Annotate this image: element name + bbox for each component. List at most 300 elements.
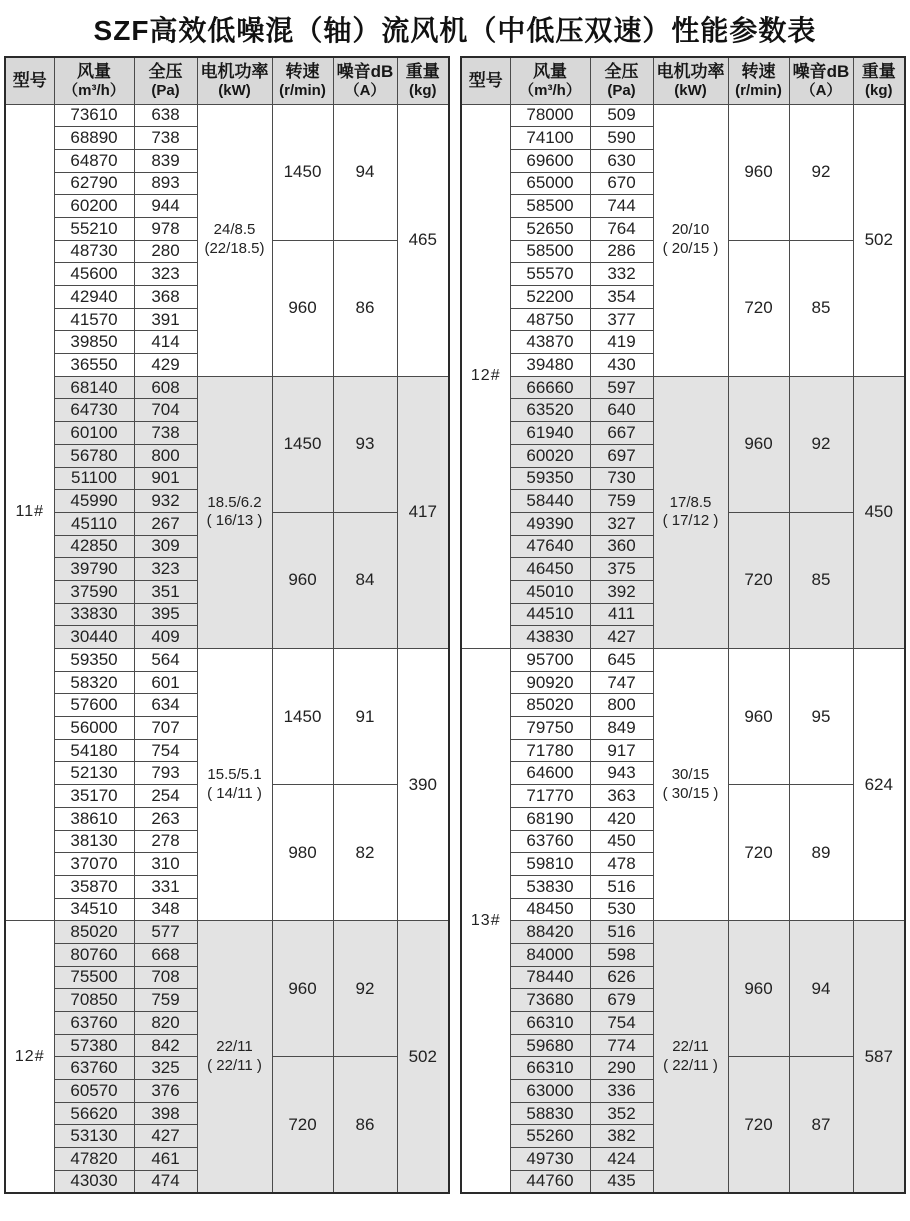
motor-power-cell xyxy=(197,649,272,921)
airflow-cell: 45010 xyxy=(510,580,590,603)
table-row xyxy=(461,649,905,672)
pressure-cell: 564 xyxy=(134,649,197,672)
pressure-cell: 839 xyxy=(134,149,197,172)
weight-cell: 450 xyxy=(853,376,905,648)
airflow-cell: 60100 xyxy=(54,422,134,445)
pressure-cell: 893 xyxy=(134,172,197,195)
pressure-cell: 280 xyxy=(134,240,197,263)
pressure-cell: 310 xyxy=(134,853,197,876)
pressure-cell: 707 xyxy=(134,717,197,740)
pressure-cell: 336 xyxy=(590,1080,653,1103)
pressure-cell: 516 xyxy=(590,875,653,898)
column-header-label: 转速 xyxy=(741,61,776,81)
pressure-cell: 590 xyxy=(590,127,653,150)
pressure-cell: 278 xyxy=(134,830,197,853)
column-header-unit: （A） xyxy=(344,81,386,99)
airflow-cell: 63000 xyxy=(510,1080,590,1103)
airflow-cell: 59680 xyxy=(510,1034,590,1057)
column-header-label: 噪音dB xyxy=(336,61,394,81)
speed-cell: 960 xyxy=(272,921,333,1057)
pressure-cell: 323 xyxy=(134,558,197,581)
noise-cell: 89 xyxy=(789,785,853,921)
airflow-cell: 46450 xyxy=(510,558,590,581)
noise-cell: 92 xyxy=(333,921,397,1057)
pressure-cell: 640 xyxy=(590,399,653,422)
airflow-cell: 55570 xyxy=(510,263,590,286)
speed-cell: 1450 xyxy=(272,376,333,512)
pressure-cell: 774 xyxy=(590,1034,653,1057)
column-header xyxy=(54,57,134,104)
pressure-cell: 849 xyxy=(590,717,653,740)
column-header-unit: （m³/h） xyxy=(519,81,581,99)
column-header-label: 风量 xyxy=(77,61,111,81)
airflow-cell: 68890 xyxy=(54,127,134,150)
motor-power-line: (22/18.5) xyxy=(204,240,265,258)
airflow-cell: 66310 xyxy=(510,1012,590,1035)
column-header-label: 风量 xyxy=(533,61,567,81)
table-row xyxy=(5,921,449,944)
airflow-cell: 52650 xyxy=(510,217,590,240)
pressure-cell: 670 xyxy=(590,172,653,195)
noise-cell: 94 xyxy=(333,104,397,240)
weight-cell: 624 xyxy=(853,649,905,921)
pressure-cell: 419 xyxy=(590,331,653,354)
pressure-cell: 395 xyxy=(134,603,197,626)
motor-power-line: ( 16/13 ) xyxy=(206,512,263,530)
column-header xyxy=(272,57,333,104)
airflow-cell: 64730 xyxy=(54,399,134,422)
airflow-cell: 39850 xyxy=(54,331,134,354)
airflow-cell: 58500 xyxy=(510,240,590,263)
column-header-unit: (Pa) xyxy=(607,81,636,99)
pressure-cell: 608 xyxy=(134,376,197,399)
pressure-cell: 427 xyxy=(134,1125,197,1148)
model-cell: 12# xyxy=(5,921,54,1193)
pressure-cell: 944 xyxy=(134,195,197,218)
column-header-label: 重量 xyxy=(861,61,896,81)
motor-power-line: ( 20/15 ) xyxy=(662,240,719,258)
pressure-cell: 509 xyxy=(590,104,653,127)
airflow-cell: 41570 xyxy=(54,308,134,331)
motor-power-line: ( 30/15 ) xyxy=(662,784,719,802)
airflow-cell: 54180 xyxy=(54,739,134,762)
weight-cell: 417 xyxy=(397,376,449,648)
column-header-unit: (Pa) xyxy=(151,81,180,99)
pressure-cell: 626 xyxy=(590,966,653,989)
pressure-cell: 630 xyxy=(590,149,653,172)
column-header-unit: (kW) xyxy=(218,81,251,99)
airflow-cell: 49390 xyxy=(510,512,590,535)
airflow-cell: 39480 xyxy=(510,354,590,377)
airflow-cell: 56000 xyxy=(54,717,134,740)
motor-power-line: 18.5/6.2 xyxy=(207,493,262,511)
airflow-cell: 68140 xyxy=(54,376,134,399)
pressure-cell: 793 xyxy=(134,762,197,785)
airflow-cell: 58440 xyxy=(510,490,590,513)
header-row xyxy=(461,57,905,104)
pressure-cell: 601 xyxy=(134,671,197,694)
airflow-cell: 58830 xyxy=(510,1102,590,1125)
airflow-cell: 84000 xyxy=(510,943,590,966)
pressure-cell: 263 xyxy=(134,807,197,830)
column-header xyxy=(5,57,54,104)
airflow-cell: 58320 xyxy=(54,671,134,694)
pressure-cell: 363 xyxy=(590,785,653,808)
pressure-cell: 730 xyxy=(590,467,653,490)
airflow-cell: 36550 xyxy=(54,354,134,377)
airflow-cell: 43870 xyxy=(510,331,590,354)
airflow-cell: 63760 xyxy=(510,830,590,853)
pressure-cell: 759 xyxy=(134,989,197,1012)
motor-power-cell xyxy=(653,376,728,648)
model-cell: 11# xyxy=(5,104,54,921)
airflow-cell: 59810 xyxy=(510,853,590,876)
speed-cell: 1450 xyxy=(272,649,333,785)
airflow-cell: 69600 xyxy=(510,149,590,172)
airflow-cell: 60020 xyxy=(510,444,590,467)
column-header xyxy=(510,57,590,104)
airflow-cell: 55260 xyxy=(510,1125,590,1148)
motor-power-cell xyxy=(653,921,728,1193)
noise-cell: 82 xyxy=(333,785,397,921)
speed-cell: 720 xyxy=(728,240,789,376)
airflow-cell: 44760 xyxy=(510,1170,590,1193)
speed-cell: 960 xyxy=(728,104,789,240)
speed-cell: 720 xyxy=(728,1057,789,1193)
table-row xyxy=(461,376,905,399)
pressure-cell: 842 xyxy=(134,1034,197,1057)
weight-cell: 390 xyxy=(397,649,449,921)
table-row xyxy=(5,649,449,672)
pressure-cell: 597 xyxy=(590,376,653,399)
pressure-cell: 290 xyxy=(590,1057,653,1080)
motor-power-cell xyxy=(197,104,272,376)
airflow-cell: 68190 xyxy=(510,807,590,830)
pressure-cell: 679 xyxy=(590,989,653,1012)
column-header xyxy=(397,57,449,104)
airflow-cell: 30440 xyxy=(54,626,134,649)
noise-cell: 92 xyxy=(789,104,853,240)
airflow-cell: 60570 xyxy=(54,1080,134,1103)
pressure-cell: 638 xyxy=(134,104,197,127)
header-row xyxy=(5,57,449,104)
motor-power-line: ( 22/11 ) xyxy=(207,1056,262,1074)
pressure-cell: 414 xyxy=(134,331,197,354)
pressure-cell: 382 xyxy=(590,1125,653,1148)
pressure-cell: 267 xyxy=(134,512,197,535)
airflow-cell: 58500 xyxy=(510,195,590,218)
motor-power-cell xyxy=(197,376,272,648)
speed-cell: 960 xyxy=(728,649,789,785)
pressure-cell: 331 xyxy=(134,875,197,898)
pressure-cell: 360 xyxy=(590,535,653,558)
airflow-cell: 62790 xyxy=(54,172,134,195)
pressure-cell: 424 xyxy=(590,1148,653,1171)
pressure-cell: 377 xyxy=(590,308,653,331)
motor-power-line: 15.5/5.1 xyxy=(207,765,262,783)
airflow-cell: 45600 xyxy=(54,263,134,286)
airflow-cell: 85020 xyxy=(510,694,590,717)
column-header-unit: （A） xyxy=(800,81,842,99)
noise-cell: 92 xyxy=(789,376,853,512)
pressure-cell: 764 xyxy=(590,217,653,240)
pressure-cell: 530 xyxy=(590,898,653,921)
pressure-cell: 516 xyxy=(590,921,653,944)
column-header-label: 全压 xyxy=(148,61,183,81)
weight-cell: 502 xyxy=(853,104,905,376)
airflow-cell: 78000 xyxy=(510,104,590,127)
column-header xyxy=(653,57,728,104)
column-header-label: 全压 xyxy=(604,61,639,81)
airflow-cell: 78440 xyxy=(510,966,590,989)
airflow-cell: 38610 xyxy=(54,807,134,830)
pressure-cell: 392 xyxy=(590,580,653,603)
noise-cell: 85 xyxy=(789,240,853,376)
airflow-cell: 60200 xyxy=(54,195,134,218)
motor-power-line: ( 22/11 ) xyxy=(663,1056,718,1074)
airflow-cell: 85020 xyxy=(54,921,134,944)
pressure-cell: 667 xyxy=(590,422,653,445)
pressure-cell: 286 xyxy=(590,240,653,263)
airflow-cell: 56780 xyxy=(54,444,134,467)
pressure-cell: 634 xyxy=(134,694,197,717)
pressure-cell: 368 xyxy=(134,286,197,309)
motor-power-line: 17/8.5 xyxy=(669,493,712,511)
speed-cell: 960 xyxy=(272,512,333,648)
pressure-cell: 704 xyxy=(134,399,197,422)
airflow-cell: 55210 xyxy=(54,217,134,240)
airflow-cell: 56620 xyxy=(54,1102,134,1125)
airflow-cell: 33830 xyxy=(54,603,134,626)
pressure-cell: 800 xyxy=(590,694,653,717)
column-header-label: 噪音dB xyxy=(792,61,850,81)
noise-cell: 93 xyxy=(333,376,397,512)
airflow-cell: 52200 xyxy=(510,286,590,309)
airflow-cell: 63760 xyxy=(54,1012,134,1035)
fan-table-right xyxy=(460,56,906,1194)
pressure-cell: 901 xyxy=(134,467,197,490)
column-header xyxy=(789,57,853,104)
airflow-cell: 59350 xyxy=(54,649,134,672)
pressure-cell: 820 xyxy=(134,1012,197,1035)
column-header xyxy=(134,57,197,104)
airflow-cell: 38130 xyxy=(54,830,134,853)
pressure-cell: 323 xyxy=(134,263,197,286)
motor-power-line: 24/8.5 xyxy=(213,221,256,239)
column-header-label: 型号 xyxy=(12,70,47,90)
speed-cell: 720 xyxy=(272,1057,333,1193)
pressure-cell: 754 xyxy=(590,1012,653,1035)
pressure-cell: 411 xyxy=(590,603,653,626)
speed-cell: 1450 xyxy=(272,104,333,240)
pressure-cell: 427 xyxy=(590,626,653,649)
airflow-cell: 53830 xyxy=(510,875,590,898)
airflow-cell: 64870 xyxy=(54,149,134,172)
airflow-cell: 48450 xyxy=(510,898,590,921)
noise-cell: 84 xyxy=(333,512,397,648)
airflow-cell: 37590 xyxy=(54,580,134,603)
speed-cell: 980 xyxy=(272,785,333,921)
airflow-cell: 52130 xyxy=(54,762,134,785)
column-header xyxy=(853,57,905,104)
airflow-cell: 35870 xyxy=(54,875,134,898)
pressure-cell: 800 xyxy=(134,444,197,467)
table-row xyxy=(461,921,905,944)
column-header xyxy=(728,57,789,104)
noise-cell: 86 xyxy=(333,240,397,376)
airflow-cell: 57380 xyxy=(54,1034,134,1057)
airflow-cell: 63760 xyxy=(54,1057,134,1080)
pressure-cell: 348 xyxy=(134,898,197,921)
airflow-cell: 66660 xyxy=(510,376,590,399)
pressure-cell: 759 xyxy=(590,490,653,513)
airflow-cell: 71780 xyxy=(510,739,590,762)
fan-table-left xyxy=(4,56,450,1194)
pressure-cell: 254 xyxy=(134,785,197,808)
column-header-unit: (r/min) xyxy=(735,81,782,99)
pressure-cell: 391 xyxy=(134,308,197,331)
airflow-cell: 51100 xyxy=(54,467,134,490)
airflow-cell: 57600 xyxy=(54,694,134,717)
airflow-cell: 59350 xyxy=(510,467,590,490)
motor-power-line: ( 14/11 ) xyxy=(207,784,262,802)
pressure-cell: 332 xyxy=(590,263,653,286)
noise-cell: 87 xyxy=(789,1057,853,1193)
pressure-cell: 309 xyxy=(134,535,197,558)
pressure-cell: 352 xyxy=(590,1102,653,1125)
pressure-cell: 943 xyxy=(590,762,653,785)
motor-power-line: 22/11 xyxy=(672,1037,709,1055)
airflow-cell: 79750 xyxy=(510,717,590,740)
pressure-cell: 450 xyxy=(590,830,653,853)
airflow-cell: 95700 xyxy=(510,649,590,672)
motor-power-line: 20/10 xyxy=(671,221,710,239)
airflow-cell: 42940 xyxy=(54,286,134,309)
noise-cell: 86 xyxy=(333,1057,397,1193)
column-header-label: 重量 xyxy=(405,61,440,81)
speed-cell: 960 xyxy=(728,376,789,512)
airflow-cell: 35170 xyxy=(54,785,134,808)
airflow-cell: 90920 xyxy=(510,671,590,694)
table-row xyxy=(461,104,905,127)
pressure-cell: 398 xyxy=(134,1102,197,1125)
pressure-cell: 747 xyxy=(590,671,653,694)
pressure-cell: 474 xyxy=(134,1170,197,1193)
noise-cell: 95 xyxy=(789,649,853,785)
pressure-cell: 917 xyxy=(590,739,653,762)
model-cell: 12# xyxy=(461,104,510,649)
speed-cell: 960 xyxy=(272,240,333,376)
airflow-cell: 39790 xyxy=(54,558,134,581)
airflow-cell: 71770 xyxy=(510,785,590,808)
airflow-cell: 47640 xyxy=(510,535,590,558)
airflow-cell: 49730 xyxy=(510,1148,590,1171)
airflow-cell: 63520 xyxy=(510,399,590,422)
airflow-cell: 64600 xyxy=(510,762,590,785)
column-header-label: 电机功率 xyxy=(200,61,269,81)
pressure-cell: 376 xyxy=(134,1080,197,1103)
motor-power-cell xyxy=(653,649,728,921)
column-header-unit: (kg) xyxy=(409,81,437,99)
table-row xyxy=(5,376,449,399)
airflow-cell: 75500 xyxy=(54,966,134,989)
pressure-cell: 375 xyxy=(590,558,653,581)
pressure-cell: 478 xyxy=(590,853,653,876)
pressure-cell: 354 xyxy=(590,286,653,309)
column-header-unit: (kW) xyxy=(674,81,707,99)
airflow-cell: 73610 xyxy=(54,104,134,127)
pressure-cell: 327 xyxy=(590,512,653,535)
airflow-cell: 44510 xyxy=(510,603,590,626)
column-header-unit: （m³/h） xyxy=(63,81,125,99)
pressure-cell: 668 xyxy=(134,943,197,966)
page-title: SZF高效低噪混（轴）流风机（中低压双速）性能参数表 xyxy=(93,15,817,46)
speed-cell: 720 xyxy=(728,785,789,921)
tables-container xyxy=(0,49,910,1194)
airflow-cell: 70850 xyxy=(54,989,134,1012)
airflow-cell: 43030 xyxy=(54,1170,134,1193)
weight-cell: 502 xyxy=(397,921,449,1193)
pressure-cell: 461 xyxy=(134,1148,197,1171)
column-header xyxy=(197,57,272,104)
noise-cell: 91 xyxy=(333,649,397,785)
weight-cell: 587 xyxy=(853,921,905,1193)
airflow-cell: 45990 xyxy=(54,490,134,513)
airflow-cell: 66310 xyxy=(510,1057,590,1080)
column-header xyxy=(590,57,653,104)
airflow-cell: 43830 xyxy=(510,626,590,649)
column-header xyxy=(461,57,510,104)
column-header-label: 电机功率 xyxy=(656,61,725,81)
airflow-cell: 34510 xyxy=(54,898,134,921)
pressure-cell: 598 xyxy=(590,943,653,966)
airflow-cell: 73680 xyxy=(510,989,590,1012)
airflow-cell: 61940 xyxy=(510,422,590,445)
pressure-cell: 409 xyxy=(134,626,197,649)
airflow-cell: 74100 xyxy=(510,127,590,150)
airflow-cell: 65000 xyxy=(510,172,590,195)
column-header-label: 型号 xyxy=(468,70,503,90)
airflow-cell: 37070 xyxy=(54,853,134,876)
airflow-cell: 80760 xyxy=(54,943,134,966)
noise-cell: 85 xyxy=(789,512,853,648)
pressure-cell: 738 xyxy=(134,127,197,150)
airflow-cell: 42850 xyxy=(54,535,134,558)
weight-cell: 465 xyxy=(397,104,449,376)
pressure-cell: 932 xyxy=(134,490,197,513)
speed-cell: 720 xyxy=(728,512,789,648)
pressure-cell: 754 xyxy=(134,739,197,762)
column-header-unit: (r/min) xyxy=(279,81,326,99)
noise-cell: 94 xyxy=(789,921,853,1057)
column-header-unit: (kg) xyxy=(865,81,893,99)
airflow-cell: 48730 xyxy=(54,240,134,263)
column-header xyxy=(333,57,397,104)
pressure-cell: 744 xyxy=(590,195,653,218)
pressure-cell: 429 xyxy=(134,354,197,377)
airflow-cell: 88420 xyxy=(510,921,590,944)
pressure-cell: 697 xyxy=(590,444,653,467)
airflow-cell: 47820 xyxy=(54,1148,134,1171)
motor-power-line: ( 17/12 ) xyxy=(662,512,719,530)
motor-power-cell xyxy=(653,104,728,376)
pressure-cell: 978 xyxy=(134,217,197,240)
speed-cell: 960 xyxy=(728,921,789,1057)
pressure-cell: 738 xyxy=(134,422,197,445)
airflow-cell: 53130 xyxy=(54,1125,134,1148)
airflow-cell: 45110 xyxy=(54,512,134,535)
model-cell: 13# xyxy=(461,649,510,1194)
